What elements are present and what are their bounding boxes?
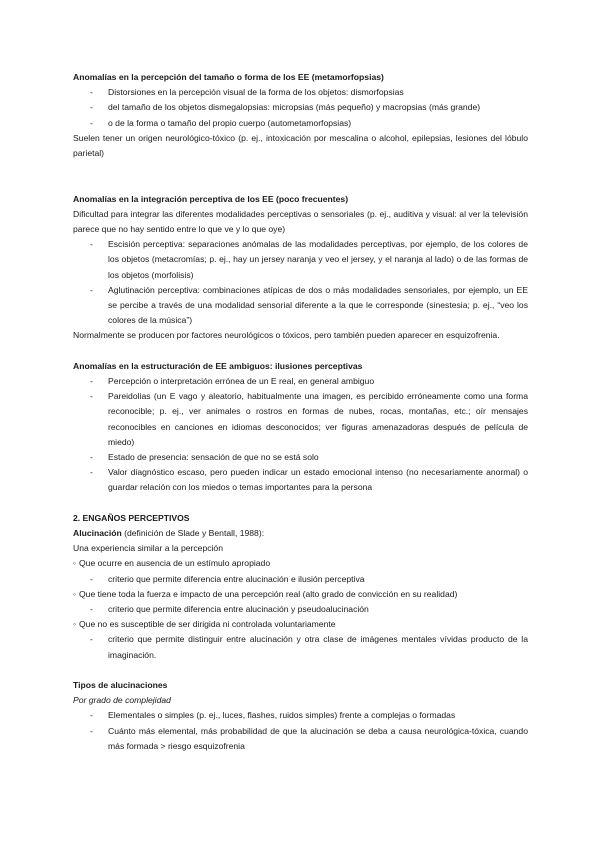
bullet-list <box>73 602 528 617</box>
list-item: - del tamaño de los objetos dismegalopsias: micropsias (más pequeño) y macropsias (más grande) <box>73 100 528 115</box>
bullet-list <box>73 237 528 328</box>
section-intro: Dificultad para integrar las diferentes modalidades perceptivas o sensoriales (p. ej., auditiva y visual: al ver la televisión parece que no hay sentido entre lo que ve y lo que oye) <box>73 208 528 234</box>
dash-bullet: - <box>90 604 93 615</box>
section-intro: Una experiencia similar a la percepción <box>73 543 223 554</box>
list-item: - Pareidolias (un E vago y aleatorio, habitualmente una imagen, es percibido erróneamente como una forma reconocible; p. ej., ver animales o rostros en formas de nubes, rocas, montañas, etc.; oír mensajes reconocibles en canciones en idiomas desconocidos; ver figuras amenazadoras después de película de miedo) <box>90 391 528 447</box>
section-note: Normalmente se producen por factores neurológicos o tóxicos, pero también pueden aparecer en esquizofrenia. <box>73 330 500 341</box>
bullet-list <box>73 708 528 754</box>
circle-bullet: ◦ <box>73 558 77 569</box>
list-item: - Valor diagnóstico escaso, pero pueden indicar un estado emocional intenso (no necesariamente anormal) o guardar relación con los miedos o temas importantes para la persona <box>90 467 528 493</box>
bullet-list <box>73 374 528 496</box>
list-item: - Cuánto más elemental, más probabilidad de que la alucinación se deba a causa neurológica-tóxica, cuando más formada > riesgo esquizofrenia <box>90 725 528 751</box>
criterion-item: ◦ Que no es susceptible de ser dirigida ni controlada voluntariamente <box>73 617 528 632</box>
section-heading-integracion: Anomalías en la integración perceptiva de los EE (poco frecuentes) <box>73 193 349 204</box>
section-heading-enganos: 2. ENGAÑOS PERCEPTIVOS <box>73 512 190 523</box>
list-item: - o de la forma o tamaño del propio cuerpo (autometamorfopsias) <box>73 116 528 131</box>
criterion-item: ◦ Que ocurre en ausencia de un estímulo apropiado <box>73 556 528 571</box>
alucinacion-label: Alucinación <box>73 528 122 539</box>
section-heading-metamorfopsias: Anomalías en la percepción del tamaño o forma de los EE (metamorfopsias) <box>73 72 384 82</box>
dash-bullet: - <box>90 573 93 584</box>
alucinacion-reference: (definición de Slade y Bentall, 1988): <box>121 528 265 539</box>
bullet-list <box>73 572 528 587</box>
list-item: - Percepción o interpretación errónea de un E real, en general ambiguo <box>73 374 528 389</box>
section-heading-ilusiones: Anomalías en la estructuración de EE ambiguos: ilusiones perceptivas <box>73 360 363 371</box>
dash-bullet: - <box>90 239 93 250</box>
list-item: - criterio que permite diferencia entre alucinación y pseudoalucinación <box>73 602 528 617</box>
dash-bullet: - <box>90 634 93 645</box>
dash-bullet: - <box>90 117 93 128</box>
section-subheading: Por grado de complejidad <box>73 695 171 706</box>
dash-bullet: - <box>90 725 93 736</box>
dash-bullet: - <box>90 376 93 387</box>
bullet-list <box>73 85 528 131</box>
list-item: - criterio que permite diferencia entre alucinación e ilusión perceptiva <box>73 572 528 587</box>
list-item: - Estado de presencia: sensación de que no se está solo <box>73 450 528 465</box>
section-note: Suelen tener un origen neurológico-tóxico (p. ej., intoxicación por mescalina o alcohol, epilepsias, lesiones del lóbulo parietal) <box>73 132 528 159</box>
list-item: - criterio que permite distinguir entre alucinación y otra clase de imágenes mentales vívidas producto de la imaginación. <box>90 634 528 660</box>
bullet-list <box>73 632 528 662</box>
dash-bullet: - <box>90 87 93 98</box>
list-item: - Elementales o simples (p. ej., luces, flashes, ruidos simples) frente a complejas o formadas <box>73 708 528 723</box>
dash-bullet: - <box>90 391 93 402</box>
list-item: - Distorsiones en la percepción visual de la forma de los objetos: dismorfopsias <box>73 85 528 100</box>
section-heading-tipos: Tipos de alucinaciones <box>73 680 168 691</box>
criterion-item: ◦ Que tiene toda la fuerza e impacto de una percepción real (alto grado de convicción en su realidad) <box>73 587 528 602</box>
list-item: - Escisión perceptiva: separaciones anómalas de las modalidades perceptivas, por ejemplo, de los colores de los objetos (metacromías; p. ej., hay un jersey naranja y veo el jersey, y el naranja al lado) o de las formas de los objetos (morfolisis) <box>90 239 528 280</box>
dash-bullet: - <box>90 102 93 113</box>
dash-bullet: - <box>90 467 93 478</box>
dash-bullet: - <box>90 284 93 295</box>
dash-bullet: - <box>90 452 93 463</box>
circle-bullet: ◦ <box>73 619 77 630</box>
alucinacion-definition <box>73 526 528 541</box>
dash-bullet: - <box>90 710 93 721</box>
list-item: - Aglutinación perceptiva: combinaciones atípicas de dos o más modalidades sensoriales, por ejemplo, un EE se percibe a través de una modalidad sensorial diferente a la que le corresponde (sinestesia; p. ej., “veo los colores de la música”) <box>90 284 528 326</box>
document-body <box>73 70 528 754</box>
circle-bullet: ◦ <box>73 588 77 599</box>
